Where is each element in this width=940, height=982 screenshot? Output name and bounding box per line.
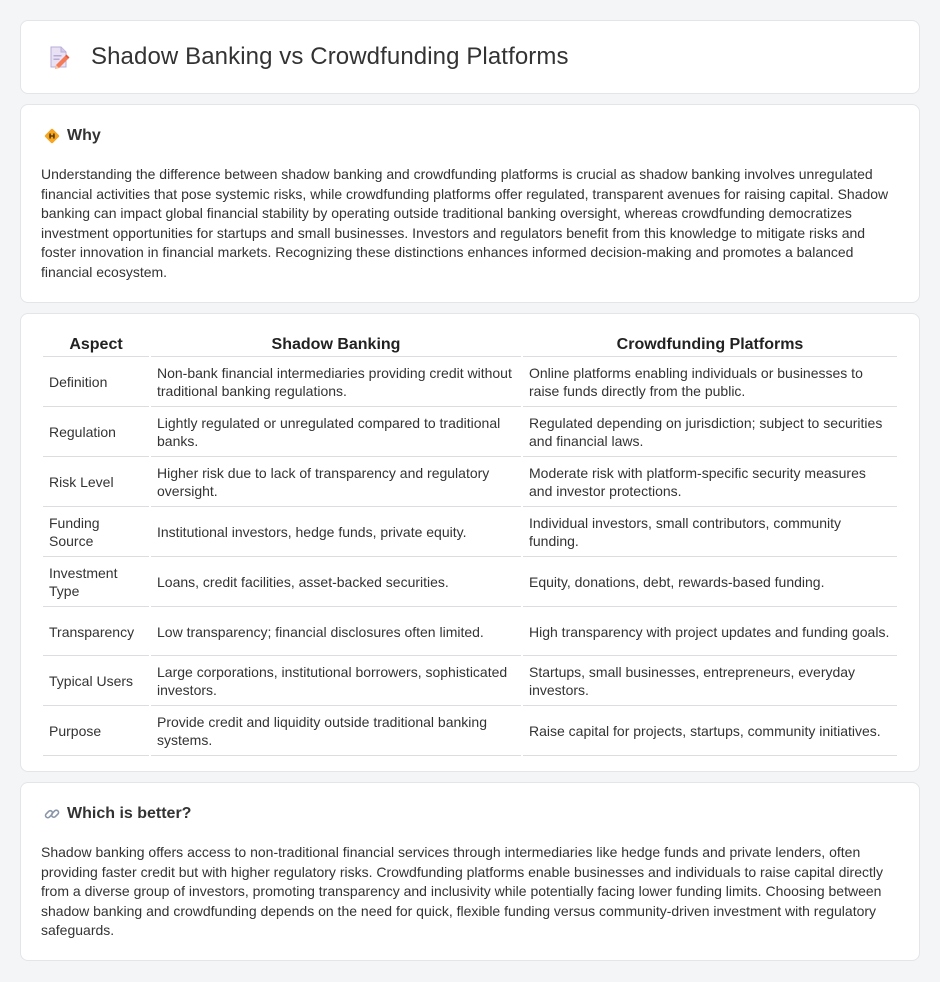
table-row (43, 607, 897, 656)
row-aspect: Regulation (43, 407, 149, 457)
why-heading: Why (67, 127, 101, 144)
row-shadow-banking: Institutional investors, hedge funds, private equity. (151, 507, 521, 557)
row-crowdfunding: Individual investors, small contributors, community funding. (523, 507, 897, 557)
row-aspect: Risk Level (43, 457, 149, 507)
link-icon (43, 805, 61, 823)
comparison-table-card (20, 313, 920, 772)
row-aspect: Transparency (43, 607, 149, 656)
row-shadow-banking: Lightly regulated or unregulated compared to traditional banks. (151, 407, 521, 457)
comparison-table (41, 332, 899, 756)
page-title: Shadow Banking vs Crowdfunding Platforms (91, 43, 569, 70)
table-row (43, 706, 897, 756)
why-heading-row (41, 127, 899, 145)
header-crowdfunding: Crowdfunding Platforms (523, 332, 897, 357)
header-shadow-banking: Shadow Banking (151, 332, 521, 357)
row-crowdfunding: Regulated depending on jurisdiction; subject to securities and financial laws. (523, 407, 897, 457)
table-row (43, 357, 897, 407)
better-heading-row (41, 805, 899, 823)
table-row (43, 457, 897, 507)
table-header-row (43, 332, 897, 357)
row-shadow-banking: Non-bank financial intermediaries providing credit without traditional banking regulations. (151, 357, 521, 407)
row-crowdfunding: High transparency with project updates and funding goals. (523, 607, 897, 656)
why-section (20, 104, 920, 303)
table-row (43, 557, 897, 607)
better-text: Shadow banking offers access to non-traditional financial services through intermediaries like hedge funds and private lenders, often providing faster credit but with higher regulatory risks. Crowdfunding platforms enable businesses and individuals to raise capital directly from a diverse group of investors, promoting transparency and inclusivity while potentially facing lower funding limits. Choosing between shadow banking and crowdfunding depends on the need for quick, flexible funding versus community-driven investment with regulatory safeguards. (41, 844, 883, 938)
header-aspect: Aspect (43, 332, 149, 357)
row-shadow-banking: Large corporations, institutional borrowers, sophisticated investors. (151, 656, 521, 706)
row-aspect: Definition (43, 357, 149, 407)
row-aspect: Funding Source (43, 507, 149, 557)
row-crowdfunding: Raise capital for projects, startups, community initiatives. (523, 706, 897, 756)
row-shadow-banking: Low transparency; financial disclosures often limited. (151, 607, 521, 656)
row-crowdfunding: Moderate risk with platform-specific security measures and investor protections. (523, 457, 897, 507)
diamond-alert-icon (43, 127, 61, 145)
row-aspect: Purpose (43, 706, 149, 756)
row-shadow-banking: Loans, credit facilities, asset-backed securities. (151, 557, 521, 607)
row-aspect: Typical Users (43, 656, 149, 706)
table-row (43, 507, 897, 557)
title-card (20, 20, 920, 94)
row-crowdfunding: Startups, small businesses, entrepreneurs, everyday investors. (523, 656, 897, 706)
document-edit-icon (45, 44, 71, 70)
table-row (43, 656, 897, 706)
row-shadow-banking: Provide credit and liquidity outside traditional banking systems. (151, 706, 521, 756)
table-row (43, 407, 897, 457)
row-aspect: Investment Type (43, 557, 149, 607)
row-shadow-banking: Higher risk due to lack of transparency and regulatory oversight. (151, 457, 521, 507)
which-is-better-section (20, 782, 920, 961)
row-crowdfunding: Equity, donations, debt, rewards-based funding. (523, 557, 897, 607)
why-text: Understanding the difference between shadow banking and crowdfunding platforms is crucial as shadow banking involves unregulated financial activities that pose systemic risks, while crowdfunding platforms offer regulated, transparent avenues for raising capital. Shadow banking can impact global financial stability by operating outside traditional banking oversight, whereas crowdfunding democratizes investment opportunities for startups and small businesses. Investors and regulators benefit from this knowledge to mitigate risks and foster innovation in financial markets. Recognizing these distinctions enhances informed decision-making and promotes a balanced financial ecosystem. (41, 166, 889, 280)
better-heading: Which is better? (67, 805, 192, 822)
row-crowdfunding: Online platforms enabling individuals or businesses to raise funds directly from the public. (523, 357, 897, 407)
